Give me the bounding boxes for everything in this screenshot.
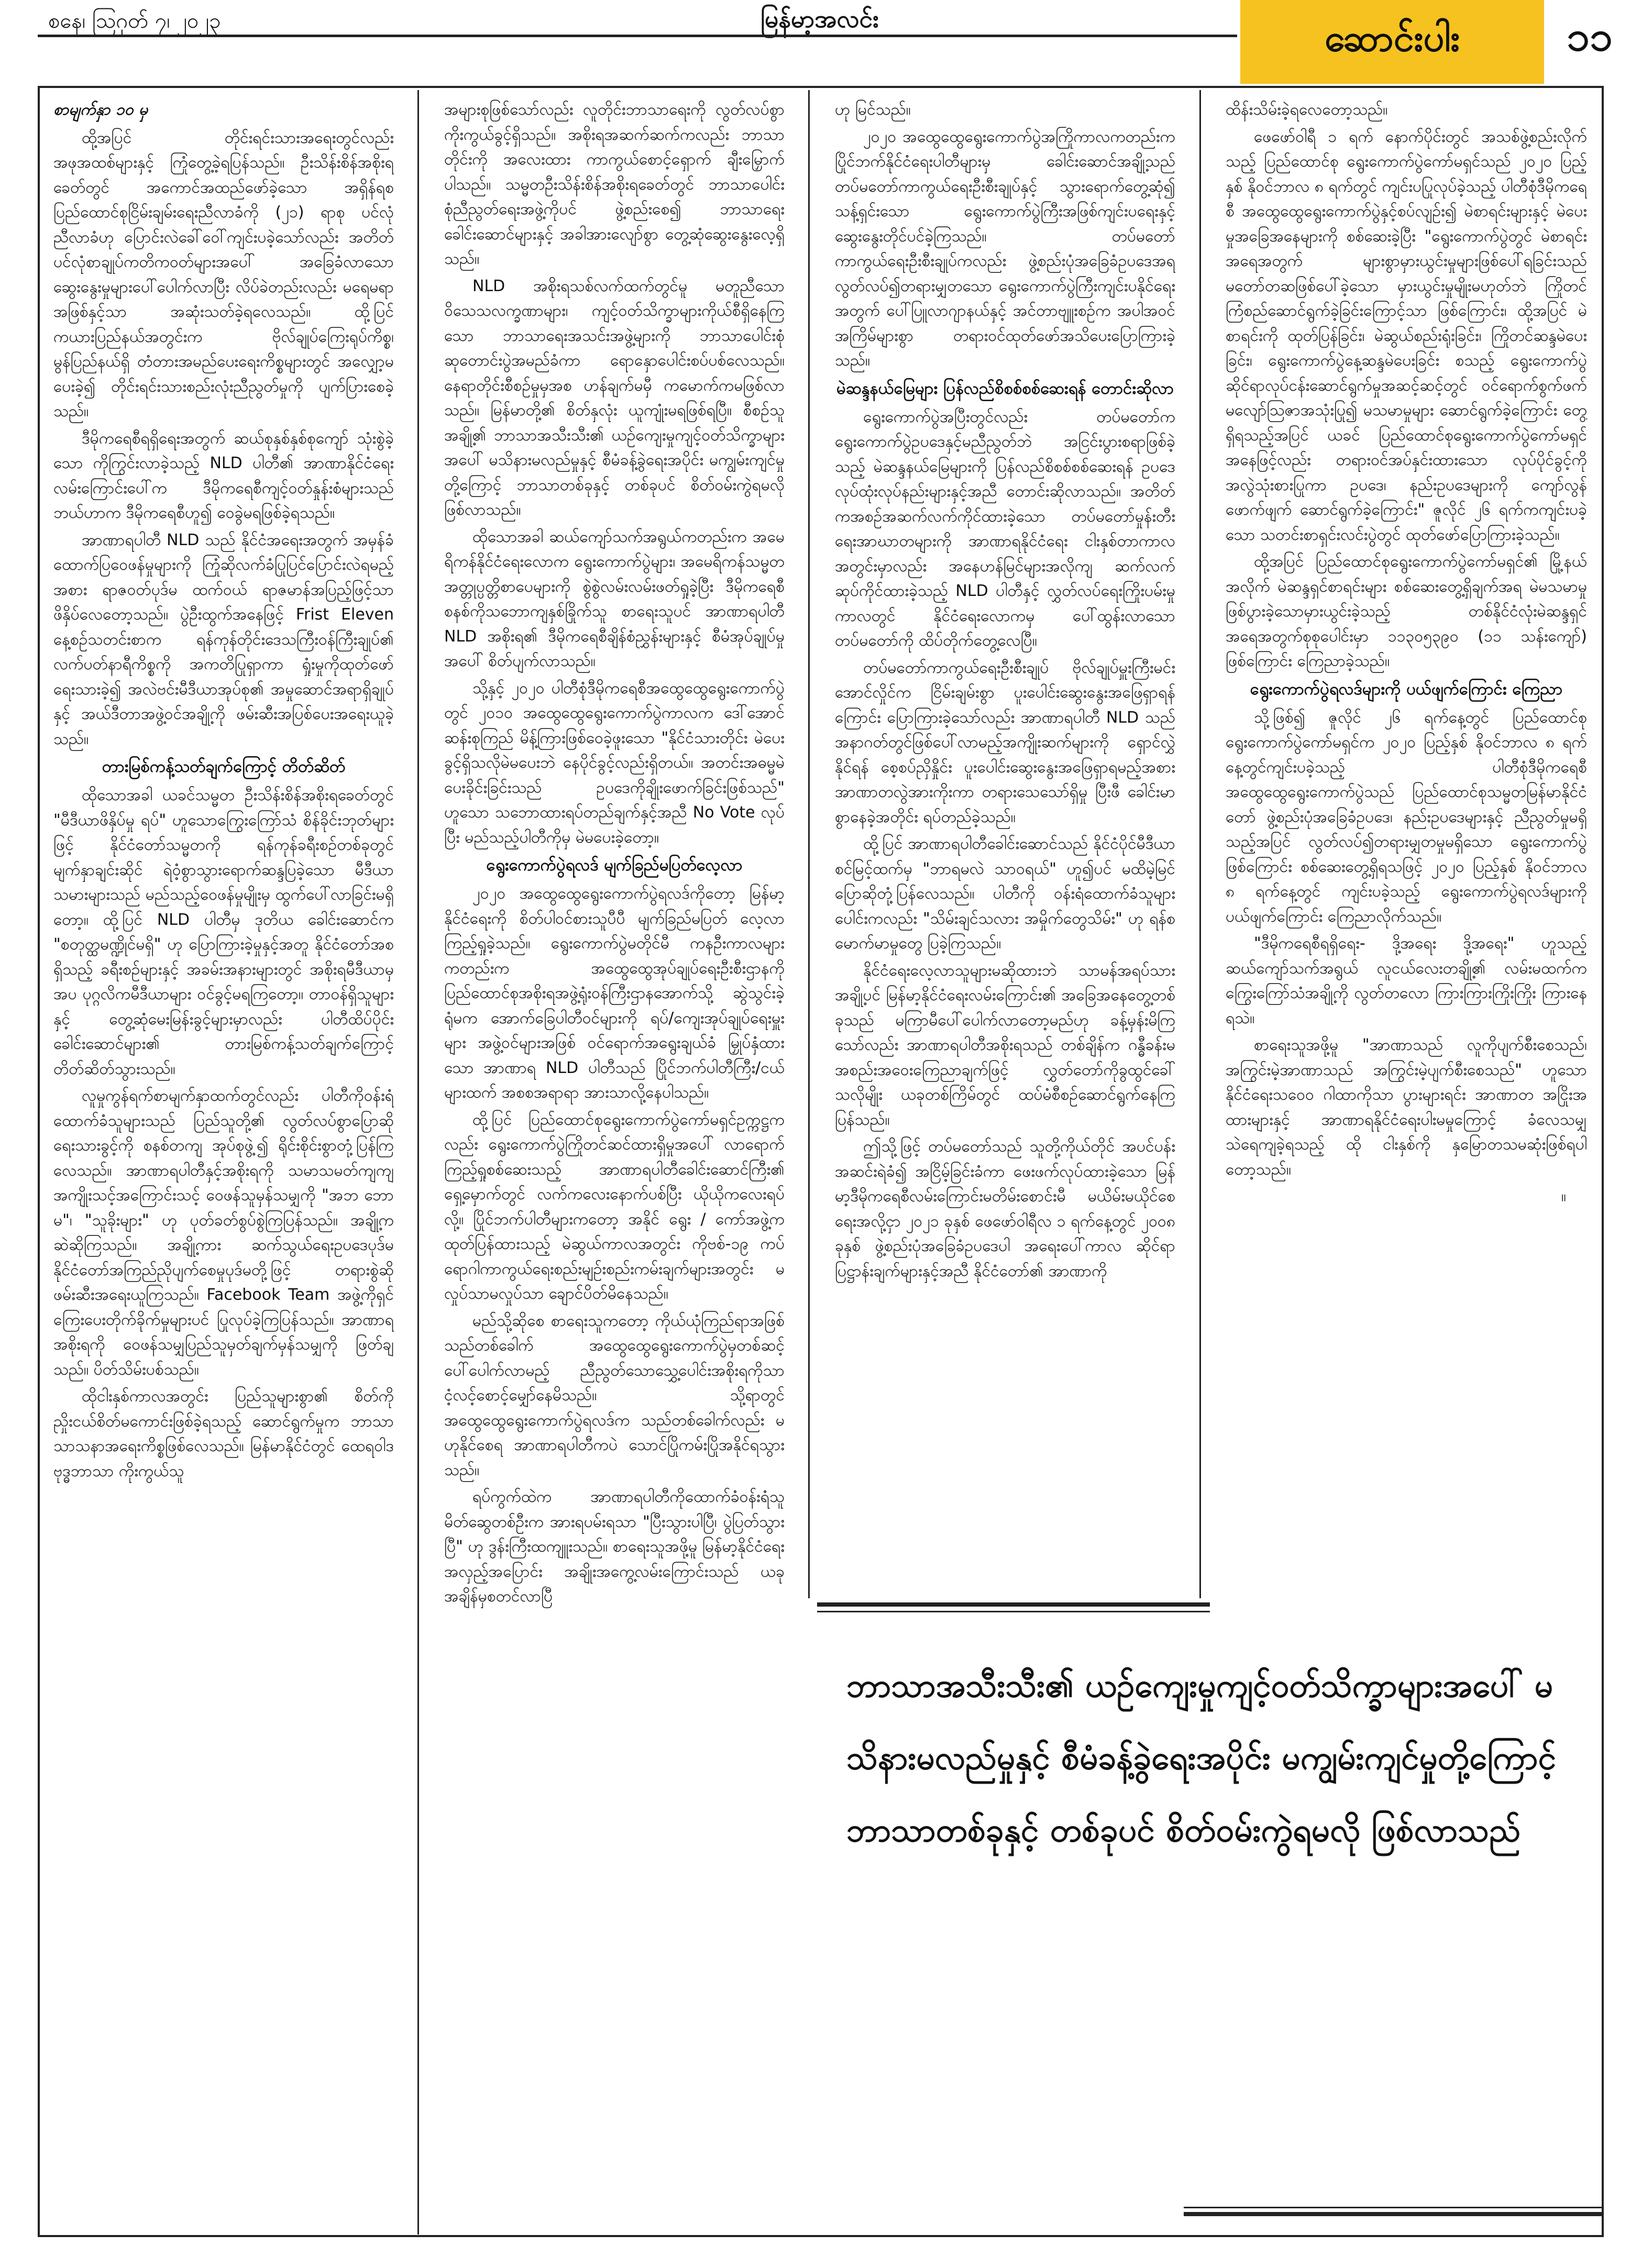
paragraph: ထိုသောအခါ ယခင်သမ္မတ ဦးသိန်းစိန်အစိုးရခေတ်တွင် "မီဒီယာဖိနှိပ်မှု ရပ်" ဟူသောကြွေးကြော်သံ စိန်ခိုင်းဘုတ်များဖြင့် နိုင်ငံတော်သမ္မတကို ရန်ကုန်ခရီးစဉ်တစ်ခုတွင် မျက်နှာချင်းဆိုင် ရဲဝံ့စွာသွားရောက်ဆန္ဒပြခဲ့သော မီဒီယာသမားများသည် မည်သည့်ဝေဖန်မှုမျိုးမှ ထွက်ပေါ်လာခြင်းမရှိတော့။ ထို့ပြင် NLD ပါတီမှ ဒုတိယ ခေါင်းဆောင်က "စတုတ္ထမဏ္ဍိုင်မရှိ" ဟု ပြောကြားခဲ့မှုနှင့်အတူ နိုင်ငံတော်အစရှိသည့် ခရီးစဉ်များနှင့် အခမ်းအနားများတွင် အစိုးရမီဒီယာမှအပ ပုဂ္ဂလိကမီဒီယာများ ဝင်ခွင့်မရကြတော့။ တာဝန်ရှိသူများနှင့် တွေ့ဆုံမေးမြန်းခွင့်များမှာလည်း ပါတီထိပ်ပိုင်းခေါင်းဆောင်များ၏ တားမြစ်ကန့်သတ်ချက်ကြောင့် တိတ်ဆိတ်သွားသည်။ <box>53 786 394 1078</box>
paragraph: ထိုသောအခါ ဆယ်ကျော်သက်အရွယ်ကတည်းက အမေရိကန်နိုင်ငံရေးလောက ရွေးကောက်ပွဲများ၊ အမေရိကန်သမ္မတ အတ္တုပ္ပတ္တိစာပေများကို စွဲစွဲလမ်းလမ်းဖတ်ရှုခဲ့ပြီး ဒီမိုကရေစီစနစ်ကိုသဘောကျနှစ်ခြိုက်သူ စာရေးသူပင် အာဏာရပါတီ NLD အစိုးရ၏ ဒီမိုကရေစီချိန်စံညွှန်းများနှင့် စီမံအုပ်ချုပ်မှုအပေါ် စိတ်ပျက်လာသည်။ <box>444 527 785 670</box>
subheading: ရွေးကောက်ပွဲရလဒ်များကို ပယ်ဖျက်ကြောင်း ကြေညာ <box>1250 679 1563 699</box>
article-column-1 <box>53 97 394 2234</box>
paragraph: နိုင်ငံရေးလေ့လာသူများမဆိုထားဘဲ သာမန်အရပ်သားအချို့ပင် မြန်မာ့နိုင်ငံရေးလမ်းကြောင်း၏ အခြေအနေတွေ့တစ်ခုသည် မကြာမီပေါ်ပေါက်လာတော့မည်ဟု ခန့်မှန်းမိကြသော်လည်း အာဏာရပါတီအစိုးရသည် တစ်ချိန်က ဂန္ဓီခန်းမအစည်းအဝေးကြေညာချက်ဖြင့် လွှတ်တော်ကိုခွထွင်ခေါ် သလိုမျိုး ယခုတစ်ကြိမ်တွင် ထပ်မံစီစဉ်ဆောင်ရွက်နေကြပြန်သည်။ <box>835 961 1175 1129</box>
column-divider <box>808 90 810 1598</box>
pull-quote: ဘာသာအသီးသီး၏ ယဉ်ကျေးမှုကျင့်ဝတ်သိက္ခာများအပေါ် မသိနားမလည်မှုနှင့် စီမံခန့်ခွဲရေးအပိုင်း မကျွမ်းကျင်မှုတို့ကြောင့် ဘာသာတစ်ခုနှင့် တစ်ခုပင် စိတ်ဝမ်းကွဲရမလို ဖြစ်လာသည် <box>846 1666 1556 1849</box>
article-column-2 <box>444 97 785 2234</box>
paragraph: ရွေးကောက်ပွဲအပြီးတွင်လည်း တပ်မတော်က ရွေးကောက်ပွဲဥပဒေနှင့်မညီညွတ်ဘဲ အငြင်းပွားစရာဖြစ်ခဲ့သည့် မဲဆန္ဒနယ်မြေများကို ပြန်လည်စိစစ်စစ်ဆေးရန် ဥပဒေလုပ်ထုံးလုပ်နည်းများနှင့်အညီ တောင်းဆိုလာသည်။ အတိတ်ကအစဉ်အဆက်လက်ကိုင်ထားခဲ့သော တပ်မတော်မှုန်းတီးရေးအာဃာတများကို အာဏာရနိုင်ငံရေး ငါးနှစ်တာကာလအတွင်းမှာလည်း အနေဟန်မြင်များအလိုကျ ဆက်လက်ဆုပ်ကိုင်ထားခဲ့သည့် NLD ပါတီနှင့် လွှတ်လပ်ရေးကြိုးပမ်းမှုကာလတွင် နိုင်ငံရေးလောကမှ ပေါ်ထွန်းလာသော တပ်မတော်ကို ထိပ်တိုက်တွေ့လေပြီ။ <box>835 407 1175 650</box>
paragraph: ထိုငါးနှစ်ကာလအတွင်း ပြည်သူများစွာ၏ စိတ်ကို ညှိုးငယ်စိတ်မကောင်းဖြစ်ခဲ့ရသည့် ဆောင်ရွက်မှုက ဘာသာသာသနာအရေးကိစ္စဖြစ်လေသည်။ မြန်မာနိုင်ငံတွင် ထေရဝါဒဗုဒ္ဓဘာသာ ကိုးကွယ်သူ <box>53 1387 394 1480</box>
paragraph: "ဒီမိုကရေစီရရှိရေး- ဒို့အရေး ဒို့အရေး" ဟူသည့် ဆယ်ကျော်သက်အရွယ် လူငယ်လေးတချို့၏ လမ်းမထက်က ကြွေးကြော်သံအချို့ကို လွတ်တလော ကြားကြားကြိုးကြိုး ကြားနေရသဲ။ <box>1226 934 1587 1027</box>
paragraph: ထိန်းသိမ်းခဲ့ရလေတော့သည်။ <box>1226 101 1388 119</box>
paragraph: ထို့အပြင် တိုင်းရင်းသားအရေးတွင်လည်း အဖုအထစ်များနှင့် ကြုံတွေ့ခဲ့ရပြန်သည်။ ဦးသိန်းစိန်အစိုးရခေတ်တွင် အကောင်အထည်ဖော်ခဲ့သော အရှိန်ရစ ပြည်ထောင်စုငြိမ်းချမ်းရေးညီလာခံကို (၂၁) ရာစု ပင်လုံညီလာခံဟု ပြောင်းလဲခေါ်ဝေါ်ကျင်းပခဲ့သော်လည်း အတိတ်ပင်လုံစာချုပ်ကတိကဝတ်များအပေါ် အခြေခံလာသော ဆွေးနွေးမှုများပေါ်ပေါက်လာပြီး လိပ်ခဲတည်းလည်း မရေမရာအဖြစ်နှင့်သာ အဆုံးသတ်ခဲ့ရလေသည်။ ထို့ပြင် ကယားပြည်နယ်အတွင်းက ဗိုလ်ချုပ်ကြေးရုပ်ကိစ္စ၊ မွန်ပြည်နယ်ရှိ တံတားအမည်ပေးရေးကိစ္စများတွင် အလျှော့မပေးခဲ့၍ တိုင်းရင်းသားစည်းလုံးညီညွတ်မှုကို ပျက်ပြားစေခဲ့သည်။ <box>53 128 394 421</box>
header-rule <box>38 35 1237 37</box>
paragraph: စာရေးသူအဖို့မူ "အာဏာသည် လူကိုပျက်စီးစေသည်၊ အကြွင်းမဲ့အာဏာသည် အကြွင်းမဲ့ပျက်စီးစေသည်" ဟူသော နိုင်ငံရေးသဝေဝ ဂါထာကိုသာ ပွားများရင်း အာဏာတ အငြိုးအထားများနှင့် အာဏာရနိုင်ငံရေးပါးမမှုကြောင့် ခံလေသမျှ သဲရေကျခဲ့ရသည့် ထို ငါးနှစ်ကို နှမြောတသမဆုံးဖြစ်ရပါတော့သည်။ <box>1226 1036 1587 1179</box>
paragraph: မည်သို့ဆိုစေ စာရေးသူကတော့ ကိုယ်ယုံကြည်ရာအဖြစ် သည်တစ်ခေါက် အထွေထွေရွေးကောက်ပွဲမှတစ်ဆင့် ပေါ်ပေါက်လာမည့် ညီညွတ်သောသွှေ့ပေါင်းအစိုးရကိုသာ ငံ့လင့်စောင့်မျှော်နေမိသည်။ သို့ရာတွင် အထွေထွေရွေးကောက်ပွဲရလဒ်က သည်တစ်ခေါက်လည်း မဟုနိုင်စေရ အာဏာရပါတီကပဲ သောင်ပြိုကမ်းပြိုအနိုင်ရသွားသည်။ <box>444 1311 785 1479</box>
pullquote-rule <box>817 1611 1210 1612</box>
paragraph: ၂၀၂၀ အထွေထွေရွေးကောက်ပွဲရလဒ်ကိုတော့ မြန်မာ့နိုင်ငံရေးကို စိတ်ပါဝင်စားသူပီပီ မျက်ခြည်မပြတ် လေ့လာကြည့်ရှုခဲ့သည်။ ရွေးကောက်ပွဲမတိုင်မီ ကနဦးကာလများကတည်းက အထွေထွေအုပ်ချုပ်ရေးဦးစီးဌာနကို ပြည်ထောင်စုအစိုးရအဖွဲ့ရုံးဝန်ကြီးဌာနအောက်သို့ ဆွဲသွင်းခဲ့ရုံမက အောက်ခြေပါတီဝင်များကို ရပ်/ကျေးအုပ်ချုပ်ရေးမှူးများ အဖွဲ့ဝင်များအဖြစ် ဝင်ရောက်အရွေးချယ်ခံ မြှုပ်နှံထားသော အာဏာရ NLD ပါတီသည် ပြိုင်ဘက်ပါတီကြီး/ငယ်များထက် အစစအရာရာ အားသာလို့နေပါသည်။ <box>444 884 785 1102</box>
paragraph: ဟု မြင်သည်။ <box>835 101 911 119</box>
paragraph: ဖေဖော်ဝါရီ ၁ ရက် နောက်ပိုင်းတွင် အသစ်ဖွဲ့စည်းလိုက်သည့် ပြည်ထောင်စု ရွေးကောက်ပွဲကော်မရှင်သည် ၂၀၂၀ ပြည့်နှစ် နိုဝင်ဘာလ ၈ ရက်တွင် ကျင်းပပြုလုပ်ခဲ့သည့် ပါတီစုံဒီမိုကရေစီ အထွေထွေရွေးကောက်ပွဲနှင့်စပ်လျဉ်း၍ မဲစာရင်းများနှင့် မဲပေးမှုအခြေအနေများကို စစ်ဆေးခဲ့ပြီး "ရွေးကောက်ပွဲတွင် မဲစာရင်းအရေအတွက် များစွာမှားယွင်းမှုများဖြစ်ပေါ်ရခြင်းသည် မတော်တဆဖြစ်ပေါ်ခဲ့သော မှားယွင်းမှုမျိုးမဟုတ်ဘဲ ကြိုတင်ကြံစည်ဆောင်ရွက်ခဲ့ခြင်းကြောင့်သာ ဖြစ်ကြောင်း၊ ထို့အပြင် မဲစာရင်းကို ထုတ်ပြန်ခြင်း၊ မဲဆွယ်စည်းရုံးခြင်း၊ ကြိုတင်ဆန္ဒမဲပေးခြင်း၊ ရွေးကောက်ပွဲနေ့ဆန္ဒမဲပေးခြင်း စသည့် ရွေးကောက်ပွဲဆိုင်ရာလုပ်ငန်းဆောင်ရွက်မှုအဆင့်ဆင့်တွင် ဝင်ရောက်စွက်ဖက် မလျော်ဩဇာအသုံးပြု၍ မသမာမှုများ ဆောင်ရွက်ခဲ့ကြောင်း တွေ့ရှိရသည့်အပြင် ယခင် ပြည်ထောင်စုရွေးကောက်ပွဲကော်မရှင်အနေဖြင့်လည်း တရားဝင်အပ်နှင်းထားသော လုပ်ပိုင်ခွင့်ကို အလွဲသုံးစားပြုကာ ဥပဒေ၊ နည်းဥပဒေများကို ကျော်လွန်ဖောက်ဖျက် ဆောင်ရွက်ခဲ့ကြောင်း" ဇူလိုင် ၂၆ ရက်ကကျင်းပခဲ့သော သတင်းစာရှင်းလင်းပွဲတွင် ထုတ်ဖော်ပြောကြားခဲ့သည်။ <box>1226 127 1587 544</box>
issue-date: စနေ၊ ဩဂုတ် ၇၊ ၂၀၂၃ <box>48 9 221 33</box>
paragraph: ဤသို့ဖြင့် တပ်မတော်သည် သူတို့ကိုယ်တိုင် အပင်ပန်းအဆင်းရဲခံ၍ အငြိမ့်ခြင်းခံကာ ဖေးဖက်လုပ်ထားခဲ့သော မြန်မာ့ဒီမိုကရေစီလမ်းကြောင်းမတိမ်းစောင်းမီ မယိမ်းမယိုင်စေရေးအလို့ငှာ ၂၀၂၁ ခုနှစ် ဖေဖော်ဝါရီလ ၁ ရက်နေ့တွင် ၂၀၀၈ ခုနှစ် ဖွဲ့စည်းပုံအခြေခံဥပဒေပါ အရေးပေါ်ကာလ ဆိုင်ရာ ပြဋ္ဌာန်းချက်များနှင့်အညီ နိုင်ငံတော်၏ အာဏာကို <box>835 1137 1175 1280</box>
pullquote-rule <box>1184 2207 1603 2208</box>
paragraph: ထို့ပြင် ပြည်ထောင်စုရွေးကောက်ပွဲကော်မရှင်ဥက္ကဋ္ဌကလည်း ရွေးကောက်ပွဲကြိုတင်ဆင်ထားရှိမှုအပေါ် လာရောက်ကြည့်ရှုစစ်ဆေးသည့် အာဏာရပါတီခေါင်းဆောင်ကြီး၏ ရှေ့မှောက်တွင် လက်ကလေးနောက်ပစ်ပြီး ယိုယိုကလေးရပ်လို့။ ပြိုင်ဘက်ပါတီများကတော့ အနိုင် ရွေး / ကော်အဖွဲ့က ထုတ်ပြန်ထားသည့် မဲဆွယ်ကာလအတွင်း ကိုဗစ်-၁၉ ကပ်ရောဂါကာကွယ်ရေးစည်းမျဉ်းစည်းကမ်းချက်များအတွင်း မလှုပ်သာမလှုပ်သာ ချောင်ပိတ်မိနေသည်။ <box>444 1110 785 1303</box>
paragraph: သို့နှင့် ၂၀၂၀ ပါတီစုံဒီမိုကရေစီအထွေထွေရွေးကောက်ပွဲတွင် ၂၀၁၀ အထွေထွေရွေးကောက်ပွဲကာလက ဒေါ်အောင်ဆန်းစုကြည် မိန့်ကြားဖြစ်ဝေခဲ့ဖူးသော "နိုင်ငံသားတိုင်း မဲပေးခွင့်ရှိသလိုမဲမပေးဘဲ နေပိုင်ခွင့်လည်းရှိတယ်။ အတင်းအဓမ္မမဲပေးခိုင်းခြင်းသည် ဥပဒေကိုချိုးဖောက်ခြင်းဖြစ်သည်" ဟူသော သဘောထားရပ်တည်ချက်နှင့်အညီ No Vote လုပ်ပြီး မည်သည့်ပါတီကိုမှ မဲမပေးခဲ့တော့။ <box>444 679 785 847</box>
paragraph: အများစုဖြစ်သော်လည်း လူတိုင်းဘာသာရေးကို လွတ်လပ်စွာကိုးကွယ်ခွင့်ရှိသည်။ အစိုးရအဆက်ဆက်ကလည်း ဘာသာတိုင်းကို အလေးထား ကာကွယ်စောင့်ရှောက် ချီးမြှောက်ပါသည်။ သမ္မတဦးသိန်းစိန်အစိုးရခေတ်တွင် ဘာသာပေါင်းစုံညီညွတ်ရေးအဖွဲ့ကိုပင် ဖွဲ့စည်းစေ၍ ဘာသာရေးခေါင်းဆောင်များနှင့် အခါအားလျော်စွာ တွေ့ဆုံဆွေးနွေးလေ့ရှိသည်။ <box>444 101 785 268</box>
section-label: ဆောင်းပါး <box>1240 0 1544 84</box>
column-divider <box>1199 90 1201 1598</box>
paragraph: ၂၀၂၀ အထွေထွေရွေးကောက်ပွဲအကြိုကာလကတည်းက ပြိုင်ဘက်နိုင်ငံရေးပါတီများမှ ခေါင်းဆောင်အချို့သည် တပ်မတော်ကာကွယ်ရေးဦးစီးချုပ်နှင့် သွားရောက်တွေ့ဆုံ၍ သန့်ရှင်းသော ရွေးကောက်ပွဲကြီးအဖြစ်ကျင်းပရေးနှင့် ဆွေးနွေးတိုင်ပင်ခဲ့ကြသည်။ တပ်မတော်ကာကွယ်ရေးဦးစီးချုပ်ကလည်း ဖွဲ့စည်းပုံအခြေခံဥပဒေအရ လွတ်လပ်၍တရားမျှတသော ရွေးကောက်ပွဲကြီးကျင်းပနိုင်ရေးအတွက် ပေါ်ပြူလာဂျာနယ်နှင့် အင်တာဗျူးစဉ်က အပါအဝင် အကြိမ်များစွာ တရားဝင်ထုတ်ဖော်အသိပေးပြောကြားခဲ့သည်။ <box>835 127 1175 370</box>
paragraph: တပ်မတော်ကာကွယ်ရေးဦးစီးချုပ် ဗိုလ်ချုပ်မှူးကြီးမင်းအောင်လှိုင်က ငြိမ်းချမ်းစွာ ပူးပေါင်းဆွေးနွေးအဖြေရှာရန်ကြောင်း ပြောကြားခဲ့သော်လည်း အာဏာရပါတီ NLD သည် အနာဂတ်တွင်ဖြစ်ပေါ်လာမည့်အကျိုးဆက်များကို ရှောင်လွှဲနိုင်ရန် စေ့စပ်ညှိနှိုင်း ပူးပေါင်းဆွေးနွေးအဖြေရှာရမည့်အစား အာဏာတလွဲအားကိုးကာ တရားသေသော်ရှိမှု ပြီးဖီ ခေါင်းမာစွာနေခဲ့အတိုင်း ရပ်တည်ခဲ့သည်။ <box>835 658 1175 826</box>
pullquote-rule <box>1184 2212 1603 2216</box>
paragraph: အာဏာရပါတီ NLD သည် နိုင်ငံအရေးအတွက် အမှန်ခံထောက်ပြဝေဖန်မှုများကို ကြုံဆိုလက်ခံပြုပြင်ပြောင်းလဲရမည့်အစား ရာဇဝတ်ပုဒ်မ ထက်ဝယ် ရာဇမာန်အပြည့်ဖြင့်သာ ဖိနှိပ်လေတော့သည်။ ပွဲဦးထွက်အနေဖြင့် Frist Eleven နေ့စဉ်သတင်းစာက ရန်ကုန်တိုင်းဒေသကြီးဝန်ကြီးချုပ်၏ လက်ပတ်နာရီကိစ္စကို အကတိပြုရှာကာ ရှုံးမှုကိုထုတ်ဖော်ရေးသားခဲ့၍ အလဲဗင်းမီဒီယာအုပ်စု၏ အမှုဆောင်အရာရှိချုပ်နှင့် အယ်ဒီတာအဖွဲ့ဝင်အချို့ကို ဖမ်းဆီးအပြစ်ပေးအရေးယူခဲ့သည်။ <box>53 530 394 748</box>
subheading: တားမြစ်ကန့်သတ်ချက်ကြောင့် တိတ်ဆိတ် <box>102 757 346 776</box>
end-mark: ။ <box>1561 1187 1566 1205</box>
paragraph: ရပ်ကွက်ထဲက အာဏာရပါတီကိုထောက်ခံဝန်းရံသူမိတ်ဆွေတစ်ဦးက အားရပမ်းရသာ "ပြီးသွားပါပြီ၊ ပွဲပြတ်သွားပြီ" ဟု ဒွန်းကြီးထကျူးသည်။ စာရေးသူအဖို့မူ မြန်မာ့နိုင်ငံရေးအလှည့်အပြောင်း အချိုးအကွေ့လမ်းကြောင်းသည် ယခုအချိန်မှစတင်လာပြီ <box>444 1488 785 1606</box>
newspaper-name: မြန်မာ့အလင်း <box>761 5 879 33</box>
paragraph: ဒီမိုကရေစီရရှိရေးအတွက် ဆယ်စုနှစ်နှစ်စုကျော် သုံးစွဲခဲ့သော ကိုကြွင်းလာခဲ့သည့် NLD ပါတီ၏ အာဏာနိုင်ငံရေးလမ်းကြောင်းပေါ်က ဒီမိုကရေစီကျင့်ဝတ်နှုန်းစံများသည် ဘယ်ဟာက ဒီမိုကရေစီဟူ၍ ဝေခွဲမရဖြစ်ခဲ့ရသည်။ <box>53 429 394 522</box>
subheading: ရွေးကောက်ပွဲရလဒ် မျက်ခြည်မပြတ်လေ့လာ <box>486 856 743 875</box>
paragraph: NLD အစိုးရသစ်လက်ထက်တွင်မူ မတူညီသော ဝိသေသလက္ခဏာများ၊ ကျင့်ဝတ်သိက္ခာများကိုယ်စီရှိနေကြသော ဘာသာရေးအသင်းအဖွဲ့များကို ဘာသာပေါင်းစုံဆုတောင်းပွဲအမည်ခံကာ ရောနှောပေါင်းစပ်ပစ်လေသည်။ နေရာတိုင်းစီစဉ်မှုမှအစ ဟန်ချက်မမှီ ကမောက်ကမဖြစ်လာသည်။ မြန်မာတို့၏ စိတ်နှလုံး ယူကျုံးမရဖြစ်ရပြီ။ စီစဉ်သူအချို့၏ ဘာသာအသီးသီး၏ ယဉ်ကျေးမှုကျင့်ဝတ်သိက္ခာများအပေါ် မသိနားမလည်မှုနှင့် စီမံခန့်ခွဲရေးအပိုင်း မကျွမ်းကျင်မှုတို့ကြောင့် ဘာသာတစ်ခုနှင့် တစ်ခုပင် စိတ်ဝမ်းကွဲရမလို ဖြစ်လာသည်။ <box>444 276 785 519</box>
column-divider <box>417 90 419 2234</box>
subheading: မဲဆန္ဒနယ်မြေများ ပြန်လည်စိစစ်စစ်ဆေးရန် တောင်းဆိုလာ <box>836 379 1174 398</box>
paragraph: သို့ဖြစ်၍ ဇူလိုင် ၂၆ ရက်နေ့တွင် ပြည်ထောင်စုရွေးကောက်ပွဲကော်မရှင်က ၂၀၂၀ ပြည့်နှစ် နိုဝင်ဘာလ ၈ ရက်နေ့တွင်ကျင်းပခဲ့သည့် ပါတီစုံဒီမိုကရေစီ အထွေထွေရွေးကောက်ပွဲသည် ပြည်ထောင်စုသမ္မတမြန်မာနိုင်ငံတော် ဖွဲ့စည်းပုံအခြေခံဥပဒေ၊ နည်းဥပဒေများနှင့် ညီညွတ်မှုမရှိသည့်အပြင် လွတ်လပ်၍တရားမျှတမှုမရှိသော ရွေးကောက်ပွဲဖြစ်ကြောင်း စစ်ဆေးတွေ့ရှိရသဖြင့် ၂၀၂၀ ပြည့်နှစ် နိုဝင်ဘာလ ၈ ရက်နေ့တွင် ကျင်းပခဲ့သည့် ရွေးကောက်ပွဲရလဒ်များကို ပယ်ဖျက်ကြောင်း ကြေညာလိုက်သည်။ <box>1226 708 1587 926</box>
pullquote-rule <box>817 1602 1210 1607</box>
article-column-4 <box>1226 97 1587 1595</box>
paragraph: လူမှုကွန်ရက်စာမျက်နှာထက်တွင်လည်း ပါတီကိုဝန်းရံထောက်ခံသူများသည် ပြည်သူတို့၏ လွတ်လပ်စွာပြောဆိုရေးသားခွင့်ကို စနစ်တကျ အုပ်စုဖွဲ့၍ ရိုင်းစိုင်းစွာတုံ့ပြန်ကြလေသည်။ အာဏာရပါတီနှင့်အစိုးရကို သမာသမတ်ကျကျ အကျိုးသင့်အကြောင်းသင့် ဝေဖန်သူမှန်သမျှကို "အဘ ဘောမ"၊ "သူခိုးများ" ဟု ပုတ်ခတ်စွပ်စွဲကြပြန်သည်။ အချို့က ဆဲဆိုကြသည်။ အချို့ကား ဆက်သွယ်ရေးဥပဒေပုဒ်မ နိုင်ငံတော်အကြည်ညိုပျက်စေမှုပုဒ်မတို့ဖြင့် တရားစွဲဆိုဖမ်းဆီးအရေးယူကြသည်။ Facebook Team အဖွဲ့ကိုရှင်ကြေးပေးတိုက်ခိုက်မှုများပင် ပြုလုပ်ခဲ့ကြပြန်သည်။ အာဏာရအစိုးရကို ဝေဖန်သမျှပြည်သူမှတ်ချက်မှန်သမျှကို ဖြတ်ချသည်။ ပိတ်သိမ်းပစ်သည်။ <box>53 1087 394 1379</box>
paragraph: ထို့အပြင် ပြည်ထောင်စုရွေးကောက်ပွဲကော်မရှင်၏ မြို့နယ်အလိုက် မဲဆန္ဒရှင်စာရင်းများ စစ်ဆေးတွေ့ရှိချက်အရ မဲမသမာမှုဖြစ်ပွားခဲ့သောမှားယွင်းခဲ့သည့် တစ်နိုင်ငံလုံးမဲဆန္ဒရှင် အရေအတွက်စုစုပေါင်းမှာ ၁၁၃၀၅၃၉၀ (၁၁ သန်းကျော်) ဖြစ်ကြောင်း ကြေညာခဲ့သည်။ <box>1226 552 1587 670</box>
page-number: ၁၁ <box>1567 13 1613 60</box>
continued-from: စာမျက်နှာ ၁၀ မှ <box>53 101 148 119</box>
paragraph: ထို့ပြင် အာဏာရပါတီခေါင်းဆောင်သည် နိုင်ငံပိုင်မီဒီယာစင်မြင့်ထက်မှ "ဘာရမလဲ သာဝရယ်" ဟူ၍ပင် မထိမဲ့မြင် ပြောဆိုတုံ့ပြန်လေသည်။ ပါတီကို ဝန်းရံထောက်ခံသူများပေါင်းကလည်း "သိမ်းချင်သလား အမှိုက်တွေသိမ်း" ဟု ရန်စမောက်မာမှုတွေ ပြခဲ့ကြသည်။ <box>835 835 1175 953</box>
article-column-3 <box>835 97 1175 1595</box>
